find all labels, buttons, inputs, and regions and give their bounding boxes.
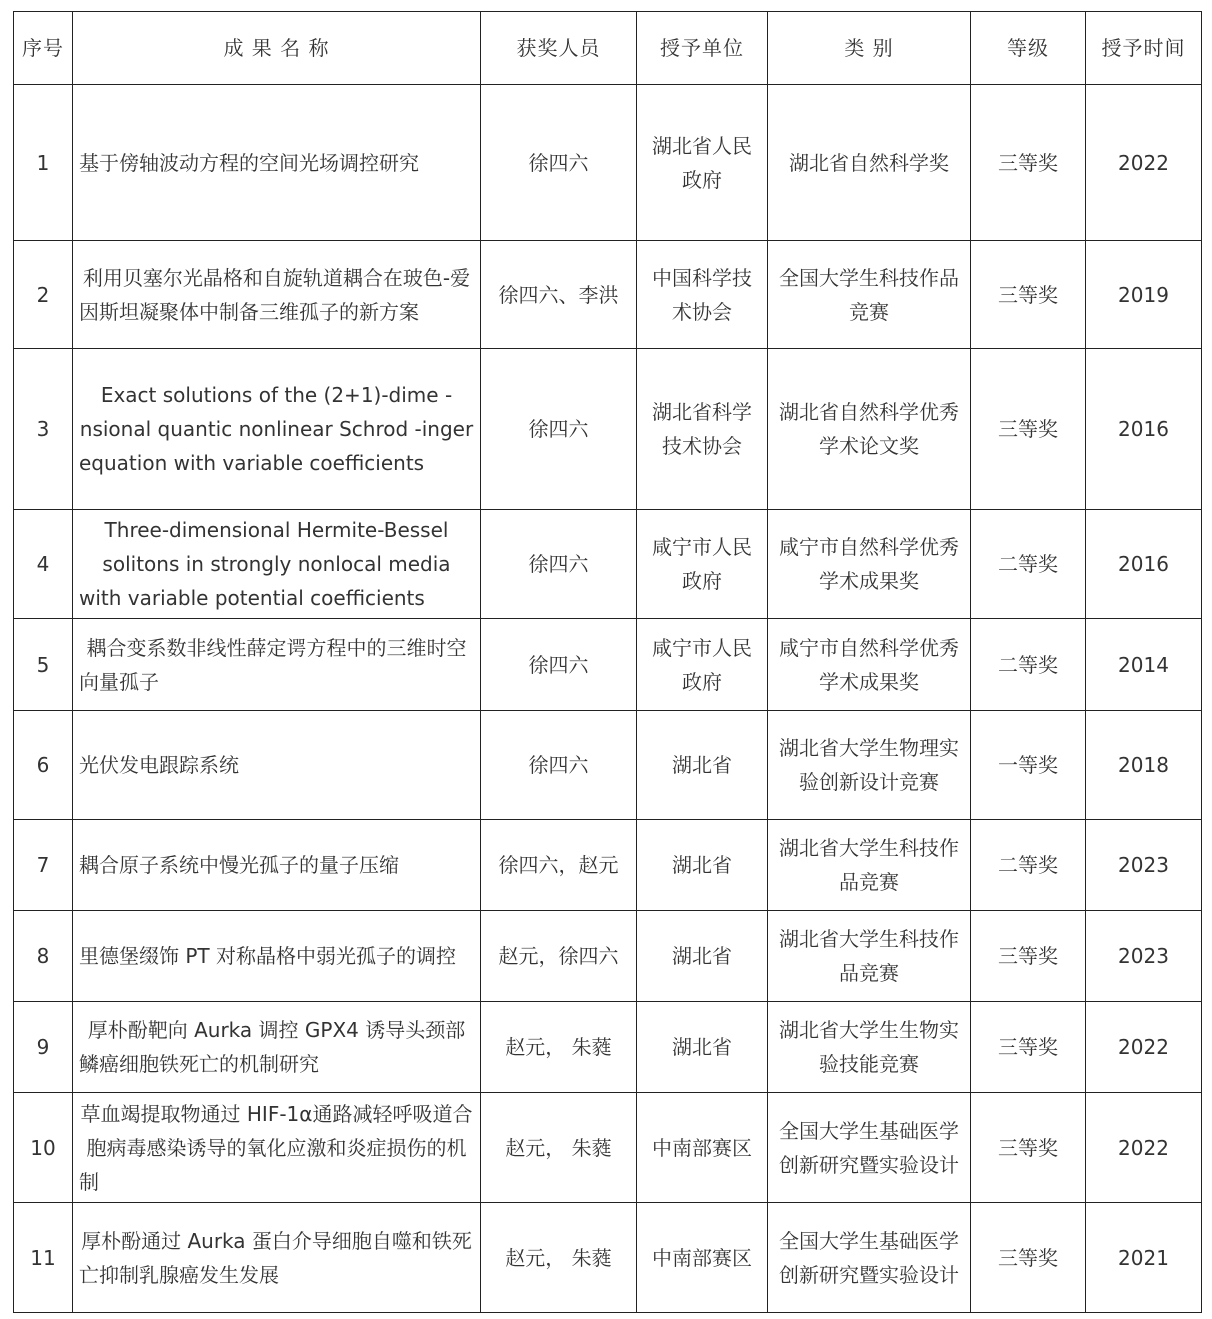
table-row — [14, 349, 1202, 510]
header-category: 类 别 — [768, 12, 971, 85]
header-row — [14, 12, 1202, 85]
table-row — [14, 85, 1202, 241]
cell-level: 三等奖 — [971, 1203, 1086, 1313]
cell-time: 2021 — [1086, 1203, 1202, 1313]
cell-unit: 湖北省 — [637, 820, 768, 911]
cell-winners: 徐四六 — [481, 711, 637, 820]
header-time: 授予时间 — [1086, 12, 1202, 85]
cell-time: 2019 — [1086, 241, 1202, 349]
cell-category: 全国大学生基础医学创新研究暨实验设计 — [768, 1093, 971, 1203]
table-row — [14, 911, 1202, 1002]
table-row — [14, 711, 1202, 820]
cell-unit: 湖北省科学技术协会 — [637, 349, 768, 510]
cell-name: 厚朴酚通过 Aurka 蛋白介导细胞自噬和铁死亡抑制乳腺癌发生发展 — [73, 1203, 481, 1313]
cell-time: 2016 — [1086, 349, 1202, 510]
header-no: 序号 — [14, 12, 73, 85]
cell-no: 6 — [14, 711, 73, 820]
cell-no: 4 — [14, 510, 73, 619]
cell-time: 2022 — [1086, 1002, 1202, 1093]
cell-category: 湖北省自然科学优秀学术论文奖 — [768, 349, 971, 510]
cell-unit: 咸宁市人民政府 — [637, 619, 768, 711]
cell-winners: 赵元， 朱蕤 — [481, 1002, 637, 1093]
cell-time: 2014 — [1086, 619, 1202, 711]
cell-category: 湖北省大学生物理实验创新设计竞赛 — [768, 711, 971, 820]
cell-unit: 中南部赛区 — [637, 1093, 768, 1203]
cell-level: 三等奖 — [971, 911, 1086, 1002]
cell-time: 2022 — [1086, 85, 1202, 241]
cell-unit: 湖北省 — [637, 1002, 768, 1093]
cell-level: 三等奖 — [971, 85, 1086, 241]
cell-unit: 中国科学技术协会 — [637, 241, 768, 349]
cell-winners: 赵元， 朱蕤 — [481, 1093, 637, 1203]
cell-name: 里德堡缀饰 PT 对称晶格中弱光孤子的调控 — [73, 911, 481, 1002]
cell-name: 草血竭提取物通过 HIF-1α通路减轻呼吸道合胞病毒感染诱导的氧化应激和炎症损伤的机制 — [73, 1093, 481, 1203]
cell-unit: 湖北省人民政府 — [637, 85, 768, 241]
cell-level: 三等奖 — [971, 1093, 1086, 1203]
cell-no: 3 — [14, 349, 73, 510]
cell-category: 湖北省自然科学奖 — [768, 85, 971, 241]
cell-name: 利用贝塞尔光晶格和自旋轨道耦合在玻色-爱因斯坦凝聚体中制备三维孤子的新方案 — [73, 241, 481, 349]
cell-category: 咸宁市自然科学优秀学术成果奖 — [768, 510, 971, 619]
header-unit: 授予单位 — [637, 12, 768, 85]
cell-time: 2022 — [1086, 1093, 1202, 1203]
cell-no: 9 — [14, 1002, 73, 1093]
cell-category: 湖北省大学生科技作品竞赛 — [768, 911, 971, 1002]
cell-time: 2023 — [1086, 911, 1202, 1002]
header-winners: 获奖人员 — [481, 12, 637, 85]
cell-level: 三等奖 — [971, 349, 1086, 510]
cell-level: 二等奖 — [971, 619, 1086, 711]
cell-name: 光伏发电跟踪系统 — [73, 711, 481, 820]
cell-name: Exact solutions of the (2+1)-dime -nsional quantic nonlinear Schrod -inger equation with variable coefficients — [73, 349, 481, 510]
cell-category: 咸宁市自然科学优秀学术成果奖 — [768, 619, 971, 711]
cell-level: 三等奖 — [971, 241, 1086, 349]
cell-no: 8 — [14, 911, 73, 1002]
cell-winners: 徐四六 — [481, 349, 637, 510]
cell-level: 二等奖 — [971, 510, 1086, 619]
header-name: 成 果 名 称 — [73, 12, 481, 85]
cell-category: 全国大学生基础医学创新研究暨实验设计 — [768, 1203, 971, 1313]
cell-unit: 湖北省 — [637, 911, 768, 1002]
cell-no: 5 — [14, 619, 73, 711]
table-row — [14, 510, 1202, 619]
cell-level: 一等奖 — [971, 711, 1086, 820]
table-row — [14, 1002, 1202, 1093]
cell-level: 三等奖 — [971, 1002, 1086, 1093]
cell-winners: 徐四六 — [481, 619, 637, 711]
cell-name: 厚朴酚靶向 Aurka 调控 GPX4 诱导头颈部鳞癌细胞铁死亡的机制研究 — [73, 1002, 481, 1093]
cell-no: 2 — [14, 241, 73, 349]
cell-unit: 咸宁市人民政府 — [637, 510, 768, 619]
cell-no: 10 — [14, 1093, 73, 1203]
cell-winners: 徐四六、李洪 — [481, 241, 637, 349]
cell-no: 7 — [14, 820, 73, 911]
cell-no: 11 — [14, 1203, 73, 1313]
cell-name: Three-dimensional Hermite-Bessel solitons in strongly nonlocal media with variable potential coefficients — [73, 510, 481, 619]
cell-name: 基于傍轴波动方程的空间光场调控研究 — [73, 85, 481, 241]
header-level: 等级 — [971, 12, 1086, 85]
cell-no: 1 — [14, 85, 73, 241]
cell-time: 2023 — [1086, 820, 1202, 911]
cell-level: 二等奖 — [971, 820, 1086, 911]
table-row — [14, 1093, 1202, 1203]
cell-winners: 徐四六，赵元 — [481, 820, 637, 911]
cell-category: 湖北省大学生科技作品竞赛 — [768, 820, 971, 911]
cell-time: 2018 — [1086, 711, 1202, 820]
table-row — [14, 241, 1202, 349]
awards-table — [13, 11, 1202, 1313]
cell-unit: 中南部赛区 — [637, 1203, 768, 1313]
cell-name: 耦合变系数非线性薛定谔方程中的三维时空向量孤子 — [73, 619, 481, 711]
cell-winners: 徐四六 — [481, 510, 637, 619]
table-row — [14, 1203, 1202, 1313]
table-row — [14, 619, 1202, 711]
cell-winners: 徐四六 — [481, 85, 637, 241]
table-row — [14, 820, 1202, 911]
cell-time: 2016 — [1086, 510, 1202, 619]
cell-winners: 赵元，徐四六 — [481, 911, 637, 1002]
cell-winners: 赵元， 朱蕤 — [481, 1203, 637, 1313]
cell-unit: 湖北省 — [637, 711, 768, 820]
cell-category: 湖北省大学生生物实验技能竞赛 — [768, 1002, 971, 1093]
cell-name: 耦合原子系统中慢光孤子的量子压缩 — [73, 820, 481, 911]
cell-category: 全国大学生科技作品竞赛 — [768, 241, 971, 349]
